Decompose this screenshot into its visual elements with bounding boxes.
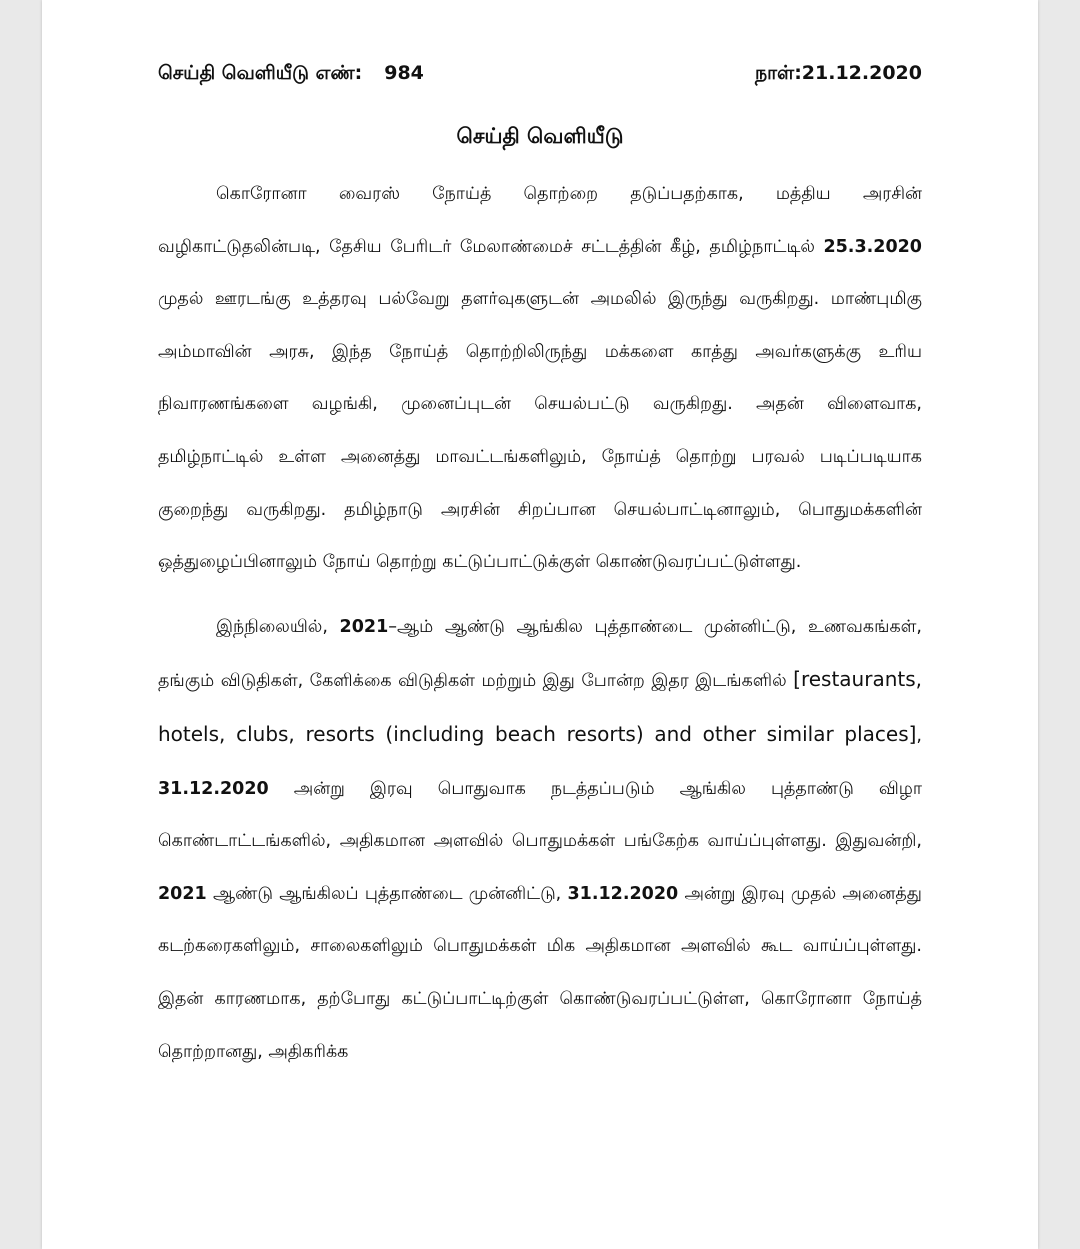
p2-date-1: 2021 — [339, 616, 389, 637]
release-label: செய்தி வெளியீடு எண்: — [158, 62, 363, 84]
p2-text-5: ஆண்டு ஆங்கிலப் புத்தாண்டை முன்னிட்டு, — [206, 883, 568, 904]
document-title: செய்தி வெளியீடு — [456, 124, 624, 148]
p1-text-1: கொரோனா வைரஸ் நோய்த் தொற்றை தடுப்பதற்காக, மத்திய அரசின் வழிகாட்டுதலின்படி, தேசிய பேரிடர் மேலாண்மைச் சட்டத்தின் கீழ், தமிழ்நாட்டில் — [158, 184, 922, 257]
document-page — [42, 0, 1038, 1249]
document-content — [158, 62, 922, 1078]
paragraph-2 — [158, 601, 922, 1078]
p2-date-2: 31.12.2020 — [158, 778, 269, 799]
p1-text-2: முதல் ஊரடங்கு உத்தரவு பல்வேறு தளர்வுகளுடன் அமலில் இருந்து வருகிறது. மாண்புமிகு அம்மாவின் அரசு, இந்த நோய்த் தொற்றிலிருந்து மக்களை காத்து அவர்களுக்கு உரிய நிவாரணங்களை வழங்கி, முனைப்புடன் செயல்பட்டு வருகிறது. அதன் விளைவாக, தமிழ்நாட்டில் உள்ள அனைத்து மாவட்டங்களிலும், நோய்த் தொற்று பரவல் படிப்படியாக குறைந்து வருகிறது. தமிழ்நாடு அரசின் சிறப்பான செயல்பாட்டினாலும், பொதுமக்களின் ஒத்துழைப்பினாலும் நோய் தொற்று கட்டுப்பாட்டுக்குள் கொண்டுவரப்பட்டுள்ளது. — [158, 289, 922, 573]
p2-english-text: [restaurants, hotels, clubs, resorts (including beach resorts) and other similar places] — [158, 667, 922, 746]
p2-text-3: , — [916, 725, 922, 746]
paragraph-1 — [158, 168, 922, 589]
release-header — [158, 62, 922, 102]
release-number-block — [158, 62, 424, 87]
p1-date-1: 25.3.2020 — [823, 236, 922, 257]
p2-date-4: 31.12.2020 — [567, 883, 679, 904]
release-date: நாள்:21.12.2020 — [754, 62, 922, 84]
p2-text-4: அன்று இரவு பொதுவாக நடத்தப்படும் ஆங்கில புத்தாண்டு விழா கொண்டாட்டங்களில், அதிகமான அளவில் பொதுமக்கள் பங்கேற்க வாய்ப்புள்ளது. இதுவன்றி, — [158, 778, 922, 852]
p2-text-2: –ஆம் ஆண்டு ஆங்கில புத்தாண்டை முன்னிட்டு, உணவகங்கள், தங்கும் விடுதிகள், கேளிக்கை விடுதிகள் மற்றும் இது போன்ற இதர இடங்களில் — [158, 616, 922, 692]
release-number: 984 — [384, 62, 424, 84]
p2-text-6: அன்று இரவு முதல் அனைத்து கடற்கரைகளிலும், சாலைகளிலும் பொதுமக்கள் மிக அதிகமான அளவில் கூட வாய்ப்புள்ளது. இதன் காரணமாக, தற்போது கட்டுப்பாட்டிற்குள் கொண்டுவரப்பட்டுள்ள, கொரோனா நோய்த் தொற்றானது, அதிகரிக்க — [158, 883, 922, 1062]
p2-text-1: இந்நிலையில், — [216, 616, 340, 637]
p2-date-3: 2021 — [158, 883, 207, 904]
